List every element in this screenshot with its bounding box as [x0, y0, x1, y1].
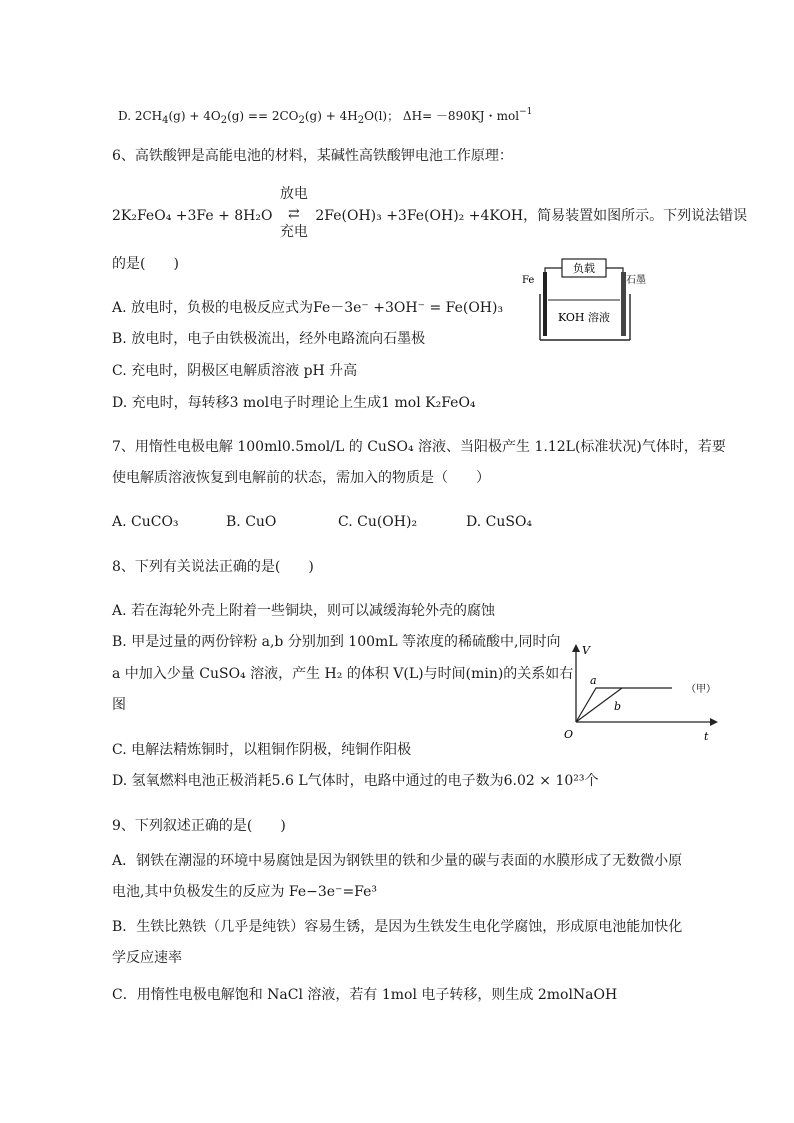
- q9-option-b-line2: 学反应速率: [112, 950, 182, 966]
- q6-equation: [112, 186, 748, 240]
- curve-b-label: b: [614, 700, 622, 713]
- q9-option-c: C．用惰性电极电解饱和 NaCl 溶液，若有 1mol 电子转移，则生成 2molNaOH: [112, 987, 618, 1003]
- q7-option-d: D. CuSO₄: [466, 514, 533, 530]
- q6-eq-discharge: 放电: [279, 186, 308, 202]
- q5-d-text-5: O(l)； ΔH= －890KJ・mol: [364, 109, 520, 123]
- q6-stem-end: 的是( ): [112, 256, 179, 272]
- q9-stem: 9、下列叙述正确的是( ): [112, 818, 286, 834]
- q8-option-a: A. 若在海轮外壳上附着一些铜块，则可以减缓海轮外壳的腐蚀: [112, 603, 496, 619]
- v-axis-label: V: [582, 644, 590, 657]
- q6-eq-arrow-stack: [277, 186, 311, 240]
- curve-a: [576, 688, 672, 722]
- q5-d-sup: −1: [519, 107, 533, 117]
- q6-eq-arrow: ⇄: [288, 206, 300, 222]
- q5-d-sub-1: 4: [162, 115, 169, 126]
- q7-stem-line1: 7、用惰性电极电解 100ml0.5mol/L 的 CuSO₄ 溶液、当阳极产生 1.12L(标准状况)气体时，若要: [112, 439, 726, 455]
- q5-d-text-3: (g) == 2CO: [227, 109, 299, 123]
- q8-option-c: C. 电解法精炼铜时，以粗铜作阴极，纯铜作阳极: [112, 742, 412, 758]
- q5-d-text-4: (g) + 4H: [304, 109, 358, 123]
- q6-option-a: A. 放电时，负极的电极反应式为Fe－3e⁻ +3OH⁻ = Fe(OH)₃: [112, 300, 504, 316]
- fe-label: Fe: [522, 275, 535, 286]
- q8-option-b-line2: a 中加入少量 CuSO₄ 溶液，产生 H₂ 的体积 V(L)与时间(min)的关系如右: [112, 666, 574, 682]
- volume-time-graph: [560, 640, 720, 744]
- q5-d-sub-4: 2: [357, 115, 365, 126]
- koh-label: KOH 溶液: [557, 311, 611, 324]
- q7-option-b: B. CuO: [226, 514, 277, 530]
- q8-option-d: D. 氢氧燃料电池正极消耗5.6 L气体时，电路中通过的电子数为6.02 × 10²³个: [112, 773, 599, 789]
- q6-eq-left: 2K₂FeO₄ +3Fe + 8H₂O: [112, 208, 273, 224]
- graph-tag: （甲）: [686, 684, 716, 695]
- load-label: 负载: [573, 262, 595, 275]
- q5-d-text-1: D. 2CH: [118, 109, 163, 123]
- origin-label: O: [564, 728, 574, 741]
- q6-eq-charge: 充电: [279, 224, 308, 240]
- q9-option-a-line1: A．钢铁在潮湿的环境中易腐蚀是因为钢铁里的铁和少量的碳与表面的水膜形成了无数微小原: [112, 853, 683, 869]
- q6-option-c: C. 充电时，阴极区电解质溶液 pH 升高: [112, 363, 358, 379]
- q8-option-b-line3: 图: [112, 697, 126, 713]
- t-axis-label: t: [704, 730, 709, 743]
- curve-a-label: a: [590, 674, 597, 687]
- battery-diagram: [518, 256, 648, 344]
- q7-options: [112, 512, 532, 532]
- q6-eq-right: 2Fe(OH)₃ +3Fe(OH)₂ +4KOH，简易装置如图所示。下列说法错误: [315, 208, 748, 224]
- q9-option-b-line1: B．生铁比熟铁（几乎是纯铁）容易生锈，是因为生铁发生电化学腐蚀，形成原电池能加快化: [112, 919, 683, 935]
- q8-stem: 8、下列有关说法正确的是( ): [112, 559, 314, 575]
- q5-d-sub-3: 2: [298, 115, 305, 126]
- q5-d-sub-2: 2: [220, 115, 228, 126]
- q7-stem-line2: 使电解质溶液恢复到电解前的状态，需加入的物质是（ ）: [112, 470, 490, 486]
- graphite-label: 石墨: [626, 275, 646, 286]
- q9-option-a-line2: 电池,其中负极发生的反应为 Fe−3e⁻=Fe³: [112, 884, 378, 900]
- q7-option-a: A. CuCO₃: [112, 514, 179, 530]
- q7-option-c: C. Cu(OH)₂: [338, 514, 418, 530]
- q6-option-d: D. 充电时，每转移3 mol电子时理论上生成1 mol K₂FeO₄: [112, 395, 476, 411]
- q5-d-text-2: (g) + 4O: [168, 109, 221, 123]
- q6-option-b: B. 放电时，电子由铁极流出，经外电路流向石墨极: [112, 331, 426, 347]
- q8-option-b-line1: B. 甲是过量的两份锌粉 a,b 分别加到 100mL 等浓度的稀硫酸中,同时向: [112, 634, 561, 650]
- q5-option-d: [118, 102, 532, 131]
- q6-stem: 6、高铁酸钾是高能电池的材料，某碱性高铁酸钾电池工作原理：: [112, 148, 513, 164]
- fe-electrode: [543, 272, 547, 336]
